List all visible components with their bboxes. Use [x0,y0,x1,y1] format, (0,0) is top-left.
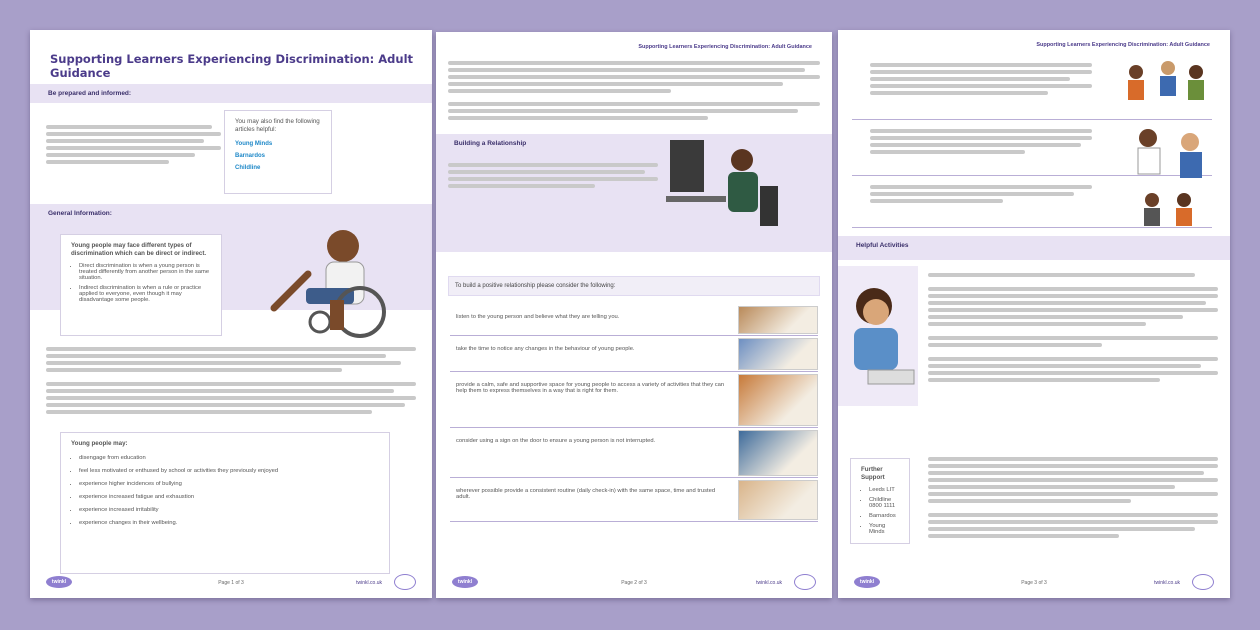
section-heading-prepared: Be prepared and informed: [30,84,432,103]
young-people-may-box [60,432,390,574]
people-group-illustration [1118,58,1214,230]
discrimination-types-box [60,234,222,336]
list-item: • experience increased irritability [79,507,379,513]
prepared-body-text [46,122,221,167]
page-footer [838,568,1230,598]
box-heading: Young people may face different types of discrimination which can be direct or indirect. [71,242,207,258]
helpful-articles-box [224,110,332,194]
footer-link[interactable]: twinkl.co.uk [356,580,382,586]
list-item: • experience higher incidences of bullying [79,481,379,487]
guidance-row [450,372,818,428]
guidance-row [450,478,818,522]
link-childline[interactable]: Childline [235,164,261,171]
guidance-row [450,336,818,372]
guidance-illustration [738,306,818,334]
twinkl-logo: twinkl [46,576,72,588]
guidance-row-text: listen to the young person and believe what they are telling you. [456,314,620,320]
guidance-illustration [738,430,818,476]
bullet-direct: • Direct discrimination is when a young person is treated differently from another person in the same situation. [79,263,211,281]
activities-body [928,270,1218,385]
section-heading-activities: Helpful Activities [838,236,1230,260]
footer-link[interactable]: twinkl.co.uk [756,580,782,586]
further-support-box [850,458,910,544]
document-page-3 [838,30,1230,598]
further-support-heading: Further Support [861,466,885,482]
guidance-row-text: wherever possible provide a consistent routine (daily check-in) with the same space, time and trusted adult. [456,488,716,500]
guidance-row [450,304,818,336]
page-title: Supporting Learners Experiencing Discrimination: Adult Guidance [50,52,414,80]
page-footer [436,568,832,598]
support-item: • Childline 0800 1111 [869,497,899,509]
bullet-indirect: • Indirect discrimination is when a rule or practice applied to everyone, even though it may disadvantage some people. [79,285,211,303]
consider-prompt: To build a positive relationship please consider the following: [448,276,820,296]
office-worker-illustration [664,136,804,230]
twinkl-logo: twinkl [452,576,478,588]
guidance-illustration [738,338,818,370]
document-page-1 [30,30,432,598]
support-item: • Barnardos [869,513,899,519]
young-people-may-heading: Young people may: [71,440,128,447]
girl-writing-illustration [838,266,918,406]
list-item: • feel less motivated or enthused by school or activities they previously enjoyed [79,468,379,474]
section-heading-general: General Information: [30,204,432,310]
relationship-body [448,160,658,191]
footer-link[interactable]: twinkl.co.uk [1154,580,1180,586]
page-footer [30,568,432,598]
page-number: Page 1 of 3 [218,580,244,586]
activities-body-2 [928,454,1218,541]
section-heading-relationship: Building a Relationship [436,134,832,252]
partner-logo [394,574,416,590]
link-barnardos[interactable]: Barnardos [235,152,266,159]
support-item: • Young Minds [869,523,899,535]
page-number: Page 2 of 3 [621,580,647,586]
partner-logo [794,574,816,590]
wheelchair-boy-illustration [248,204,398,338]
list-item: • disengage from education [79,455,379,461]
guidance-row-text: provide a calm, safe and supportive space for young people to access a variety of activities that they can help them to express themselves in a way that is right for them. [456,382,725,394]
guidance-illustration [738,480,818,520]
guidance-row-text: take the time to notice any changes in the behaviour of young people. [456,346,635,352]
running-header: Supporting Learners Experiencing Discrimination: Adult Guidance [638,44,812,50]
guidance-row [450,428,818,478]
list-item: • experience changes in their wellbeing. [79,520,379,526]
guidance-row-text: consider using a sign on the door to ensure a young person is not interrupted. [456,438,656,444]
document-page-2 [436,32,832,598]
support-item: • Leeds LIT [869,487,899,493]
intro-text [448,58,820,123]
running-header: Supporting Learners Experiencing Discrimination: Adult Guidance [1036,42,1210,48]
general-info-body [46,344,416,417]
partner-logo [1192,574,1214,590]
box-intro: You may also find the following articles helpful: [235,118,320,134]
twinkl-logo: twinkl [854,576,880,588]
page-number: Page 3 of 3 [1021,580,1047,586]
list-item: • experience increased fatigue and exhaustion [79,494,379,500]
guidance-illustration [738,374,818,426]
link-young-minds[interactable]: Young Minds [235,140,273,147]
